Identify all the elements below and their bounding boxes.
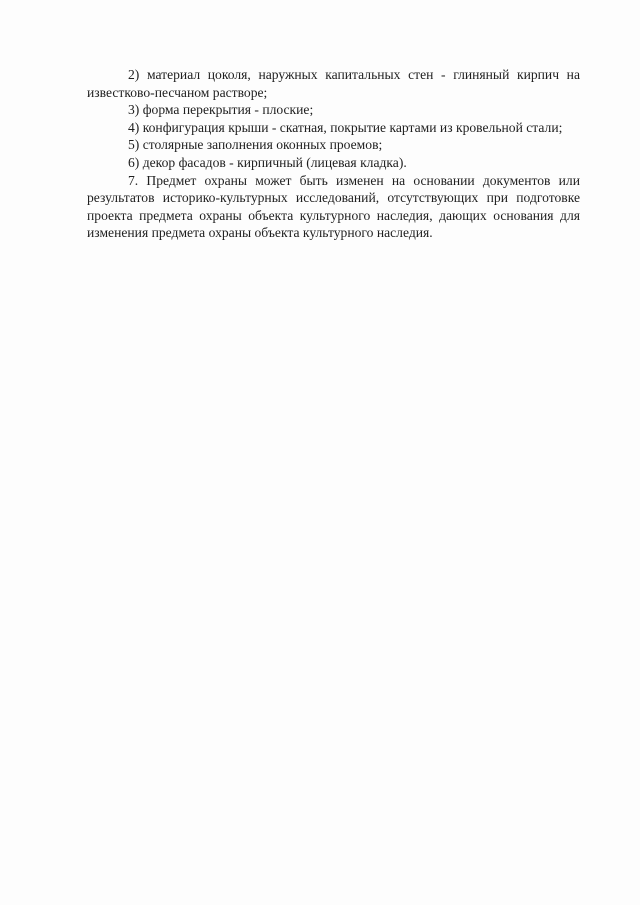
paragraph-roof-configuration: 4) конфигурация крыши - скатная, покрытие картами из кровельной стали;	[128, 119, 563, 135]
paragraph-window-fillings: 5) столярные заполнения оконных проемов;	[128, 137, 383, 153]
document-body	[87, 66, 580, 242]
paragraph-wall-material: 2) материал цоколя, наружных капитальных стен - глиняный кирпич на известково-песчаном растворе;	[87, 67, 580, 100]
paragraph-protection-subject-change: 7. Предмет охраны может быть изменен на основании документов или результатов историко-культурных исследований, отсутствующих при подготовке проекта предмета охраны объекта культурного наследия, дающих основания для изменения предмета охраны объекта культурного наследия.	[87, 172, 580, 241]
paragraph-floor-form: 3) форма перекрытия - плоские;	[128, 102, 314, 118]
paragraph-facade-decor: 6) декор фасадов - кирпичный (лицевая кладка).	[128, 154, 407, 170]
